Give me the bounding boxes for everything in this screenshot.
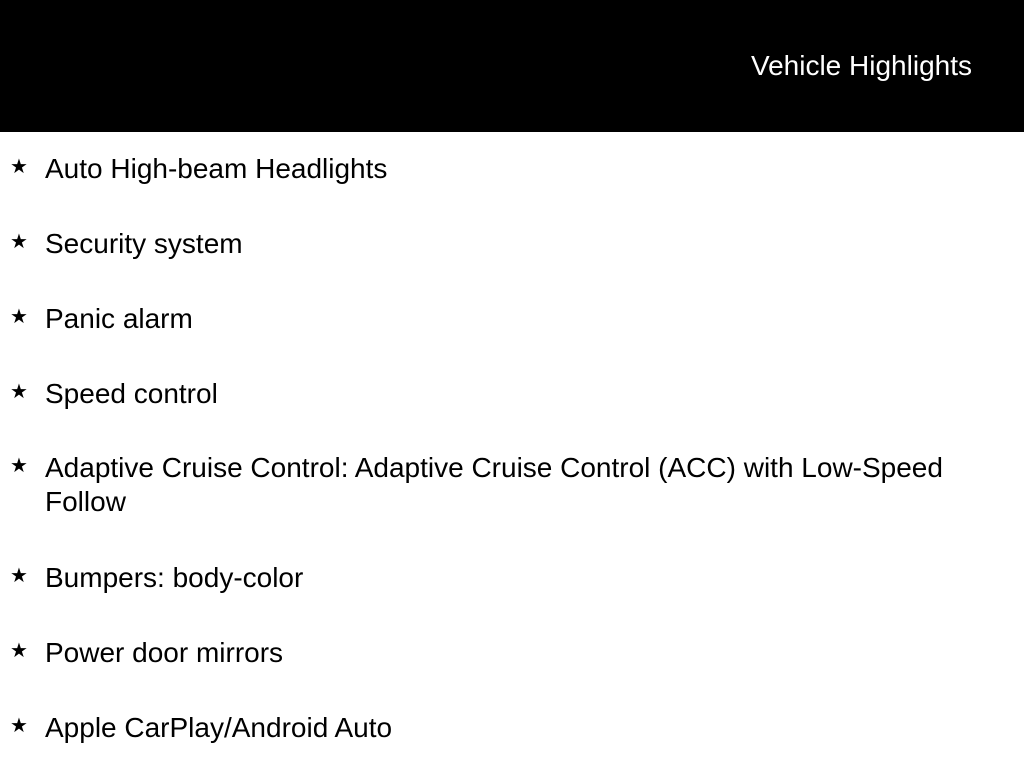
highlight-text: Security system — [45, 228, 243, 259]
star-icon: ★ — [10, 379, 28, 403]
star-icon: ★ — [10, 713, 28, 737]
highlight-text: Power door mirrors — [45, 637, 284, 668]
highlight-text: Speed control — [45, 378, 218, 409]
highlight-text: Apple CarPlay/Android Auto — [45, 712, 393, 743]
star-icon: ★ — [10, 229, 28, 253]
highlight-text: Adaptive Cruise Control: Adaptive Cruise Control (ACC) with Low-Speed Follow — [45, 452, 943, 517]
page-title: Vehicle Highlights — [750, 50, 972, 81]
star-icon: ★ — [10, 154, 28, 178]
highlight-text: Bumpers: body-color — [45, 562, 304, 593]
star-icon: ★ — [10, 563, 28, 587]
star-icon: ★ — [10, 453, 28, 477]
highlights-list — [0, 132, 1024, 768]
header-bar — [0, 0, 1024, 132]
highlight-text: Panic alarm — [45, 303, 193, 334]
star-icon: ★ — [10, 638, 28, 662]
star-icon: ★ — [10, 304, 28, 328]
highlight-text: Auto High-beam Headlights — [45, 153, 388, 184]
